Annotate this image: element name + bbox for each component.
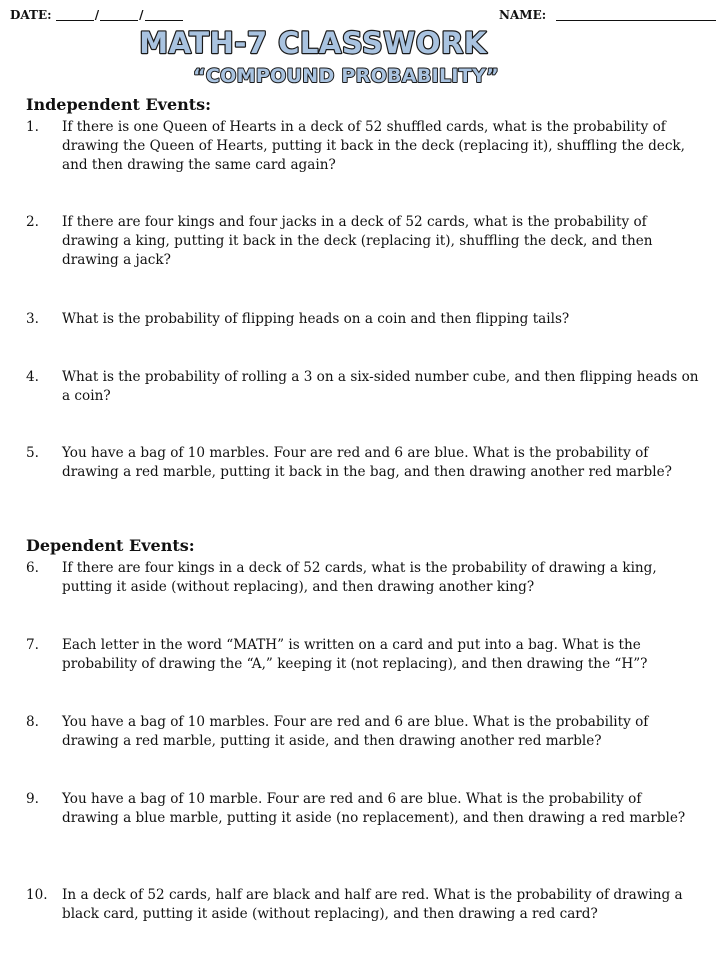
question-item — [26, 559, 702, 597]
question-text: If there is one Queen of Hearts in a deck of 52 shuffled cards, what is the probability of drawing the Queen of Hearts, putting it back in the deck (replacing it), shuffling the deck, and then drawing the same card again? — [62, 119, 685, 173]
question-text: In a deck of 52 cards, half are black and half are red. What is the probability of drawing a black card, putting it aside (without replacing), and then drawing a red card? — [62, 887, 683, 922]
question-number: 9. — [26, 791, 39, 807]
question-text: You have a bag of 10 marbles. Four are red and 6 are blue. What is the probability of drawing a red marble, putting it aside, and then drawing another red marble? — [62, 714, 649, 749]
question-text: What is the probability of flipping heads on a coin and then flipping tails? — [62, 311, 570, 327]
name-field — [499, 8, 716, 22]
date-separator: / — [139, 8, 144, 22]
question-text: What is the probability of rolling a 3 on a six-sided number cube, and then flipping heads on a coin? — [62, 369, 699, 404]
question-number: 10. — [26, 887, 48, 903]
question-item — [26, 310, 702, 329]
date-separator: / — [94, 8, 100, 22]
question-number: 5. — [26, 445, 39, 461]
worksheet-title — [120, 22, 600, 92]
date-label: DATE: — [10, 8, 52, 22]
dependent-events-heading: Dependent Events: — [26, 536, 195, 555]
title-line-1: MATH-7 CLASSWORK — [139, 26, 487, 60]
question-text: You have a bag of 10 marble. Four are red and 6 are blue. What is the probability of drawing a blue marble, putting it aside (no replacement), and then drawing a red marble? — [62, 791, 686, 826]
question-text: If there are four kings and four jacks in a deck of 52 cards, what is the probability of drawing a king, putting it back in the deck (replacing it), shuffling the deck, and then drawing a jack? — [62, 214, 653, 268]
question-item — [26, 790, 702, 828]
question-item — [26, 444, 702, 482]
question-item — [26, 713, 702, 751]
title-line-2: “COMPOUND PROBABILITY” — [193, 65, 499, 87]
question-item — [26, 213, 702, 270]
question-number: 4. — [26, 369, 39, 385]
independent-events-heading: Independent Events: — [26, 95, 212, 114]
question-number: 6. — [26, 560, 39, 576]
name-label: NAME: — [499, 8, 547, 22]
question-text: If there are four kings in a deck of 52 cards, what is the probability of drawing a king, putting it aside (without replacing), and then drawing another king? — [62, 560, 657, 595]
question-item — [26, 636, 702, 674]
question-number: 7. — [26, 637, 39, 653]
question-number: 3. — [26, 311, 39, 327]
question-number: 2. — [26, 214, 39, 230]
date-day-blank[interactable] — [100, 8, 138, 21]
date-year-blank[interactable] — [145, 8, 183, 21]
question-item — [26, 118, 702, 175]
question-item — [26, 368, 702, 406]
question-number: 1. — [26, 119, 39, 135]
question-number: 8. — [26, 714, 39, 730]
name-blank[interactable] — [556, 8, 716, 21]
question-text: Each letter in the word “MATH” is written on a card and put into a bag. What is the probability of drawing the “A,” keeping it (not replacing), and then drawing the “H”? — [62, 637, 648, 672]
question-text: You have a bag of 10 marbles. Four are red and 6 are blue. What is the probability of drawing a red marble, putting it back in the bag, and then drawing another red marble? — [62, 445, 672, 480]
date-month-blank[interactable] — [56, 8, 94, 21]
question-item — [26, 886, 702, 924]
date-field — [10, 8, 183, 22]
